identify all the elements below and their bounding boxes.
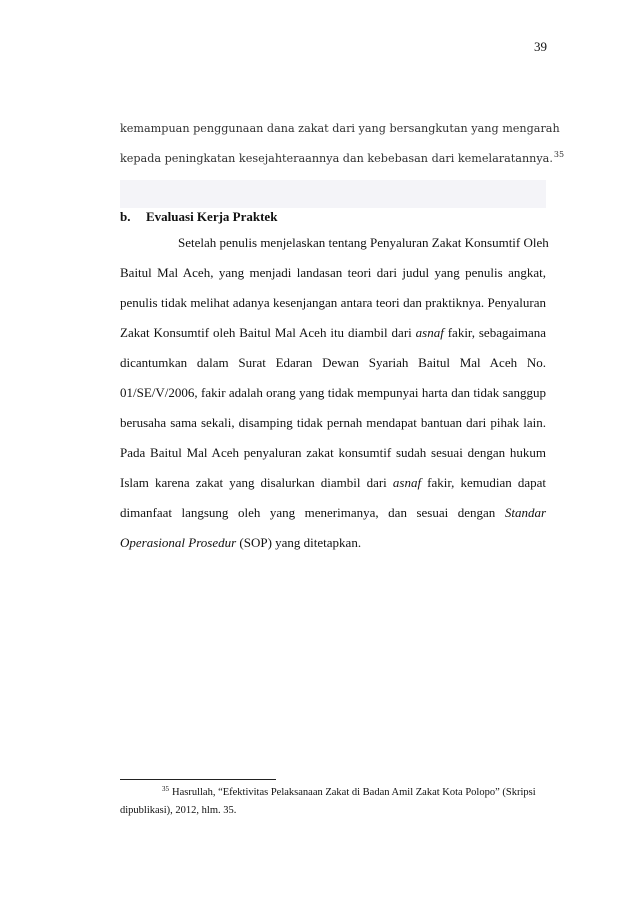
term-asnaf: asnaf — [392, 475, 422, 490]
term-standar: Standar — [504, 505, 546, 520]
section-title: Evaluasi Kerja Praktek — [146, 209, 278, 224]
footnote-number: 35 — [162, 784, 169, 793]
intro-line-2-text: kepada peningkatan kesejahteraannya dan kebebasan dari kemelaratannya. — [120, 152, 553, 165]
footnote-text-1: Hasrullah, “Efektivitas Pelaksanaan Zakat di Badan Amil Zakat Kota Polopo” (Skripsi — [172, 787, 536, 798]
body-line-4-text-c: fakir, sebagaimana — [443, 325, 547, 340]
page-number: 39 — [534, 39, 547, 54]
body-line-9-text-a: Islam karena zakat yang disalurkan diambil dari — [120, 475, 393, 490]
intro-line-2 — [120, 144, 565, 174]
footnote — [120, 784, 546, 820]
body-paragraph — [120, 228, 549, 558]
body-line-10-text-a: dimanfaat langsung oleh yang menerimanya, dan sesuai dengan — [120, 505, 505, 520]
body-line-1: Setelah penulis menjelaskan tentang Penyaluran Zakat Konsumtif Oleh — [178, 235, 549, 250]
term-operasional-prosedur: Operasional Prosedur — [120, 535, 237, 550]
body-line-4 — [120, 318, 546, 348]
body-line-11-text-b: (SOP) yang ditetapkan. — [236, 535, 362, 550]
section-heading — [120, 208, 277, 226]
shaded-separator — [120, 180, 546, 208]
body-line-4-text-a: Zakat Konsumtif oleh Baitul Mal Aceh itu diambil dari — [120, 325, 416, 340]
body-line-2: Baitul Mal Aceh, yang menjadi landasan teori dari judul yang penulis angkat, — [120, 265, 546, 280]
body-line-6: 01/SE/V/2006, fakir adalah orang yang tidak mempunyai harta dan tidak sanggup — [120, 385, 546, 400]
footnote-line-2: dipublikasi), 2012, hlm. 35. — [120, 805, 237, 816]
intro-paragraph — [120, 114, 565, 174]
body-line-5: dicantumkan dalam Surat Edaran Dewan Syariah Baitul Mal Aceh No. — [120, 355, 546, 370]
body-line-7: berusaha sama sekali, disamping tidak pernah mendapat bantuan dari pihak lain. — [120, 415, 546, 430]
body-line-10 — [120, 498, 546, 528]
body-line-8: Pada Baitul Mal Aceh penyaluran zakat konsumtif sudah sesuai dengan hukum — [120, 445, 546, 460]
footnote-divider — [120, 779, 276, 780]
footnote-line-1 — [120, 784, 546, 802]
term-asnaf: asnaf — [415, 325, 444, 340]
body-line-3: penulis tidak melihat adanya kesenjangan antara teori dan praktiknya. Penyaluran — [120, 295, 546, 310]
footnote-reference[interactable]: 35 — [553, 150, 565, 160]
body-line-9-text-c: fakir, kemudian dapat — [421, 475, 547, 490]
body-line-11 — [120, 528, 546, 558]
body-line-9 — [120, 468, 546, 498]
intro-line-1: kemampuan penggunaan dana zakat dari yang bersangkutan yang mengarah — [120, 122, 560, 135]
section-marker: b. — [120, 209, 131, 224]
